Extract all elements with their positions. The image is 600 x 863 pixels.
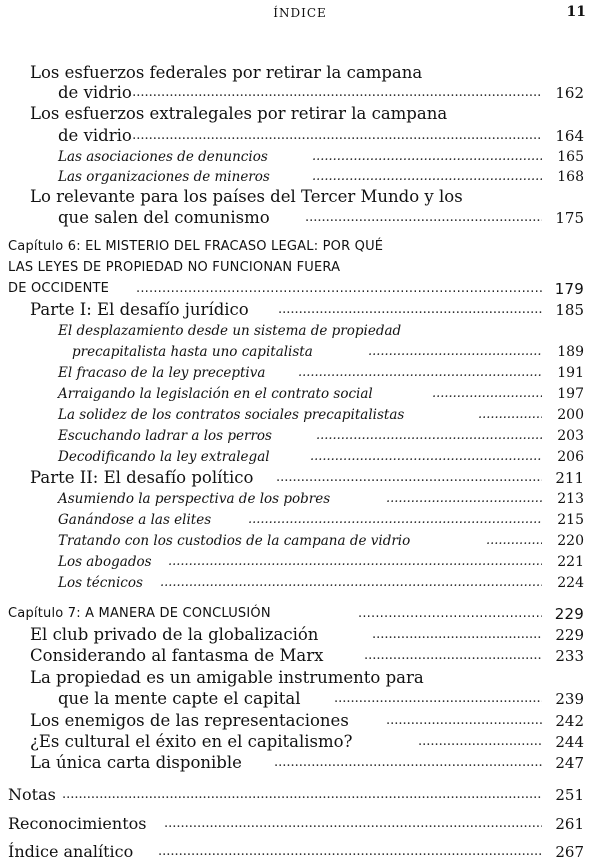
toc-entry-title: de vidrio — [58, 126, 132, 145]
toc-entry-title: Los esfuerzos federales por retirar la campana — [30, 63, 423, 82]
toc-entry-title: Tratando con los custodios de la campana de vidrio — [58, 533, 411, 549]
toc-page-number: 244 — [555, 733, 584, 751]
leader-dots — [168, 551, 542, 573]
toc-entry-title: Asumiendo la perspectiva de los pobres — [58, 491, 331, 507]
toc-entry-title: Arraigando la legislación en el contrato social — [58, 386, 373, 402]
toc-chapter-title: Capítulo 6: EL MISTERIO DEL FRACASO LEGAL: POR QUÉ — [8, 239, 384, 254]
toc-entry-title: Parte I: El desafío jurídico — [30, 300, 249, 319]
leader-dots — [334, 688, 542, 710]
leader-dots — [248, 509, 542, 531]
leader-dots — [305, 207, 542, 229]
leader-dots — [432, 383, 542, 405]
toc-entry-title: Índice analítico — [8, 842, 134, 861]
running-head: ÍNDICE — [273, 6, 327, 20]
toc-page-number: 267 — [555, 843, 584, 861]
page-number: 11 — [566, 4, 586, 20]
toc-entry-title: Las organizaciones de mineros — [58, 169, 270, 185]
leader-dots — [418, 731, 542, 753]
toc-entry-title: El fracaso de la ley preceptiva — [58, 365, 266, 381]
toc-entry-title: Los enemigos de las representaciones — [30, 711, 349, 730]
toc-entry-title: Las asociaciones de denuncios — [58, 149, 268, 165]
toc-entry-title: El club privado de la globalización — [30, 625, 319, 644]
leader-dots — [312, 166, 542, 188]
toc-entry-title: que salen del comunismo — [58, 208, 270, 227]
toc-entry-title: precapitalista hasta uno capitalista — [72, 344, 313, 360]
toc-page-number: 162 — [555, 84, 584, 102]
toc-entry-title: Lo relevante para los países del Tercer Mundo y los — [30, 187, 463, 206]
toc-page-number: 229 — [555, 626, 584, 644]
leader-dots — [486, 530, 542, 552]
toc-page-number: 261 — [555, 815, 584, 833]
toc-entry-title: La solidez de los contratos sociales precapitalistas — [58, 407, 405, 423]
toc-entry-title: ¿Es cultural el éxito en el capitalismo? — [30, 732, 353, 751]
leader-dots — [298, 362, 542, 384]
toc-page-number: 164 — [555, 127, 584, 145]
toc-entry-title: Considerando al fantasma de Marx — [30, 646, 324, 665]
leader-dots — [274, 752, 542, 774]
toc-page-number: 206 — [557, 449, 584, 465]
leader-dots — [128, 82, 542, 104]
leader-dots — [372, 624, 542, 646]
leader-dots — [386, 710, 542, 732]
leader-dots — [128, 125, 542, 147]
leader-dots — [478, 404, 542, 426]
toc-entry-title: que la mente capte el capital — [58, 689, 301, 708]
leader-dots — [62, 784, 542, 806]
toc-entry-title: Los técnicos — [58, 575, 143, 591]
toc-page-number: 224 — [557, 575, 584, 591]
toc-page-number: 165 — [557, 149, 584, 165]
toc-page-number: 221 — [557, 554, 584, 570]
toc-entry-title: Reconocimientos — [8, 814, 147, 833]
page-header — [0, 4, 600, 26]
toc-page-number: 168 — [557, 169, 584, 185]
leader-dots — [136, 278, 542, 300]
toc-page-number: 215 — [557, 512, 584, 528]
leader-dots — [160, 572, 542, 594]
leader-dots — [310, 446, 542, 468]
leader-dots — [316, 425, 542, 447]
leader-dots — [358, 603, 542, 625]
toc-page-number: 220 — [557, 533, 584, 549]
toc-entry-title: Decodificando la ley extralegal — [58, 449, 270, 465]
toc-entry-title: Notas — [8, 785, 56, 804]
leader-dots — [276, 467, 542, 489]
toc-page-number: 233 — [555, 647, 584, 665]
toc-entry-title: La propiedad es un amigable instrumento para — [30, 668, 424, 687]
toc-page-number: 175 — [555, 209, 584, 227]
leader-dots — [164, 813, 542, 835]
toc-entry-title: de vidrio — [58, 83, 132, 102]
toc-entry-title: La única carta disponible — [30, 753, 242, 772]
toc-chapter-title: Capítulo 7: A MANERA DE CONCLUSIÓN — [8, 606, 271, 621]
toc-page-number: 247 — [555, 754, 584, 772]
toc-page-number: 185 — [555, 301, 584, 319]
toc-entry-title: Los esfuerzos extralegales por retirar la campana — [30, 104, 448, 123]
toc-page-number: 191 — [557, 365, 584, 381]
toc-chapter-title: DE OCCIDENTE — [8, 281, 110, 296]
toc-entry-title: Los abogados — [58, 554, 152, 570]
toc-page-number: 239 — [555, 690, 584, 708]
leader-dots — [158, 841, 542, 863]
toc-entry-title: Escuchando ladrar a los perros — [58, 428, 272, 444]
toc-page-number: 189 — [557, 344, 584, 360]
toc-chapter-title: LAS LEYES DE PROPIEDAD NO FUNCIONAN FUERA — [8, 260, 341, 275]
toc-page-number: 242 — [555, 712, 584, 730]
leader-dots — [368, 341, 542, 363]
leader-dots — [364, 645, 542, 667]
toc-page-number: 211 — [555, 469, 584, 487]
toc-page-number: 200 — [557, 407, 584, 423]
toc-page-number: 197 — [557, 386, 584, 402]
leader-dots — [278, 299, 542, 321]
toc-page-number: 251 — [555, 786, 584, 804]
toc-entry-title: Parte II: El desafío político — [30, 468, 254, 487]
toc-page-number: 213 — [557, 491, 584, 507]
leader-dots — [386, 488, 542, 510]
toc-page-number: 179 — [554, 280, 584, 298]
leader-dots — [312, 146, 542, 168]
toc-page-number: 203 — [557, 428, 584, 444]
toc-entry-title: Ganándose a las elites — [58, 512, 212, 528]
toc-page-number: 229 — [554, 605, 584, 623]
toc-entry-title: El desplazamiento desde un sistema de propiedad — [58, 323, 402, 339]
